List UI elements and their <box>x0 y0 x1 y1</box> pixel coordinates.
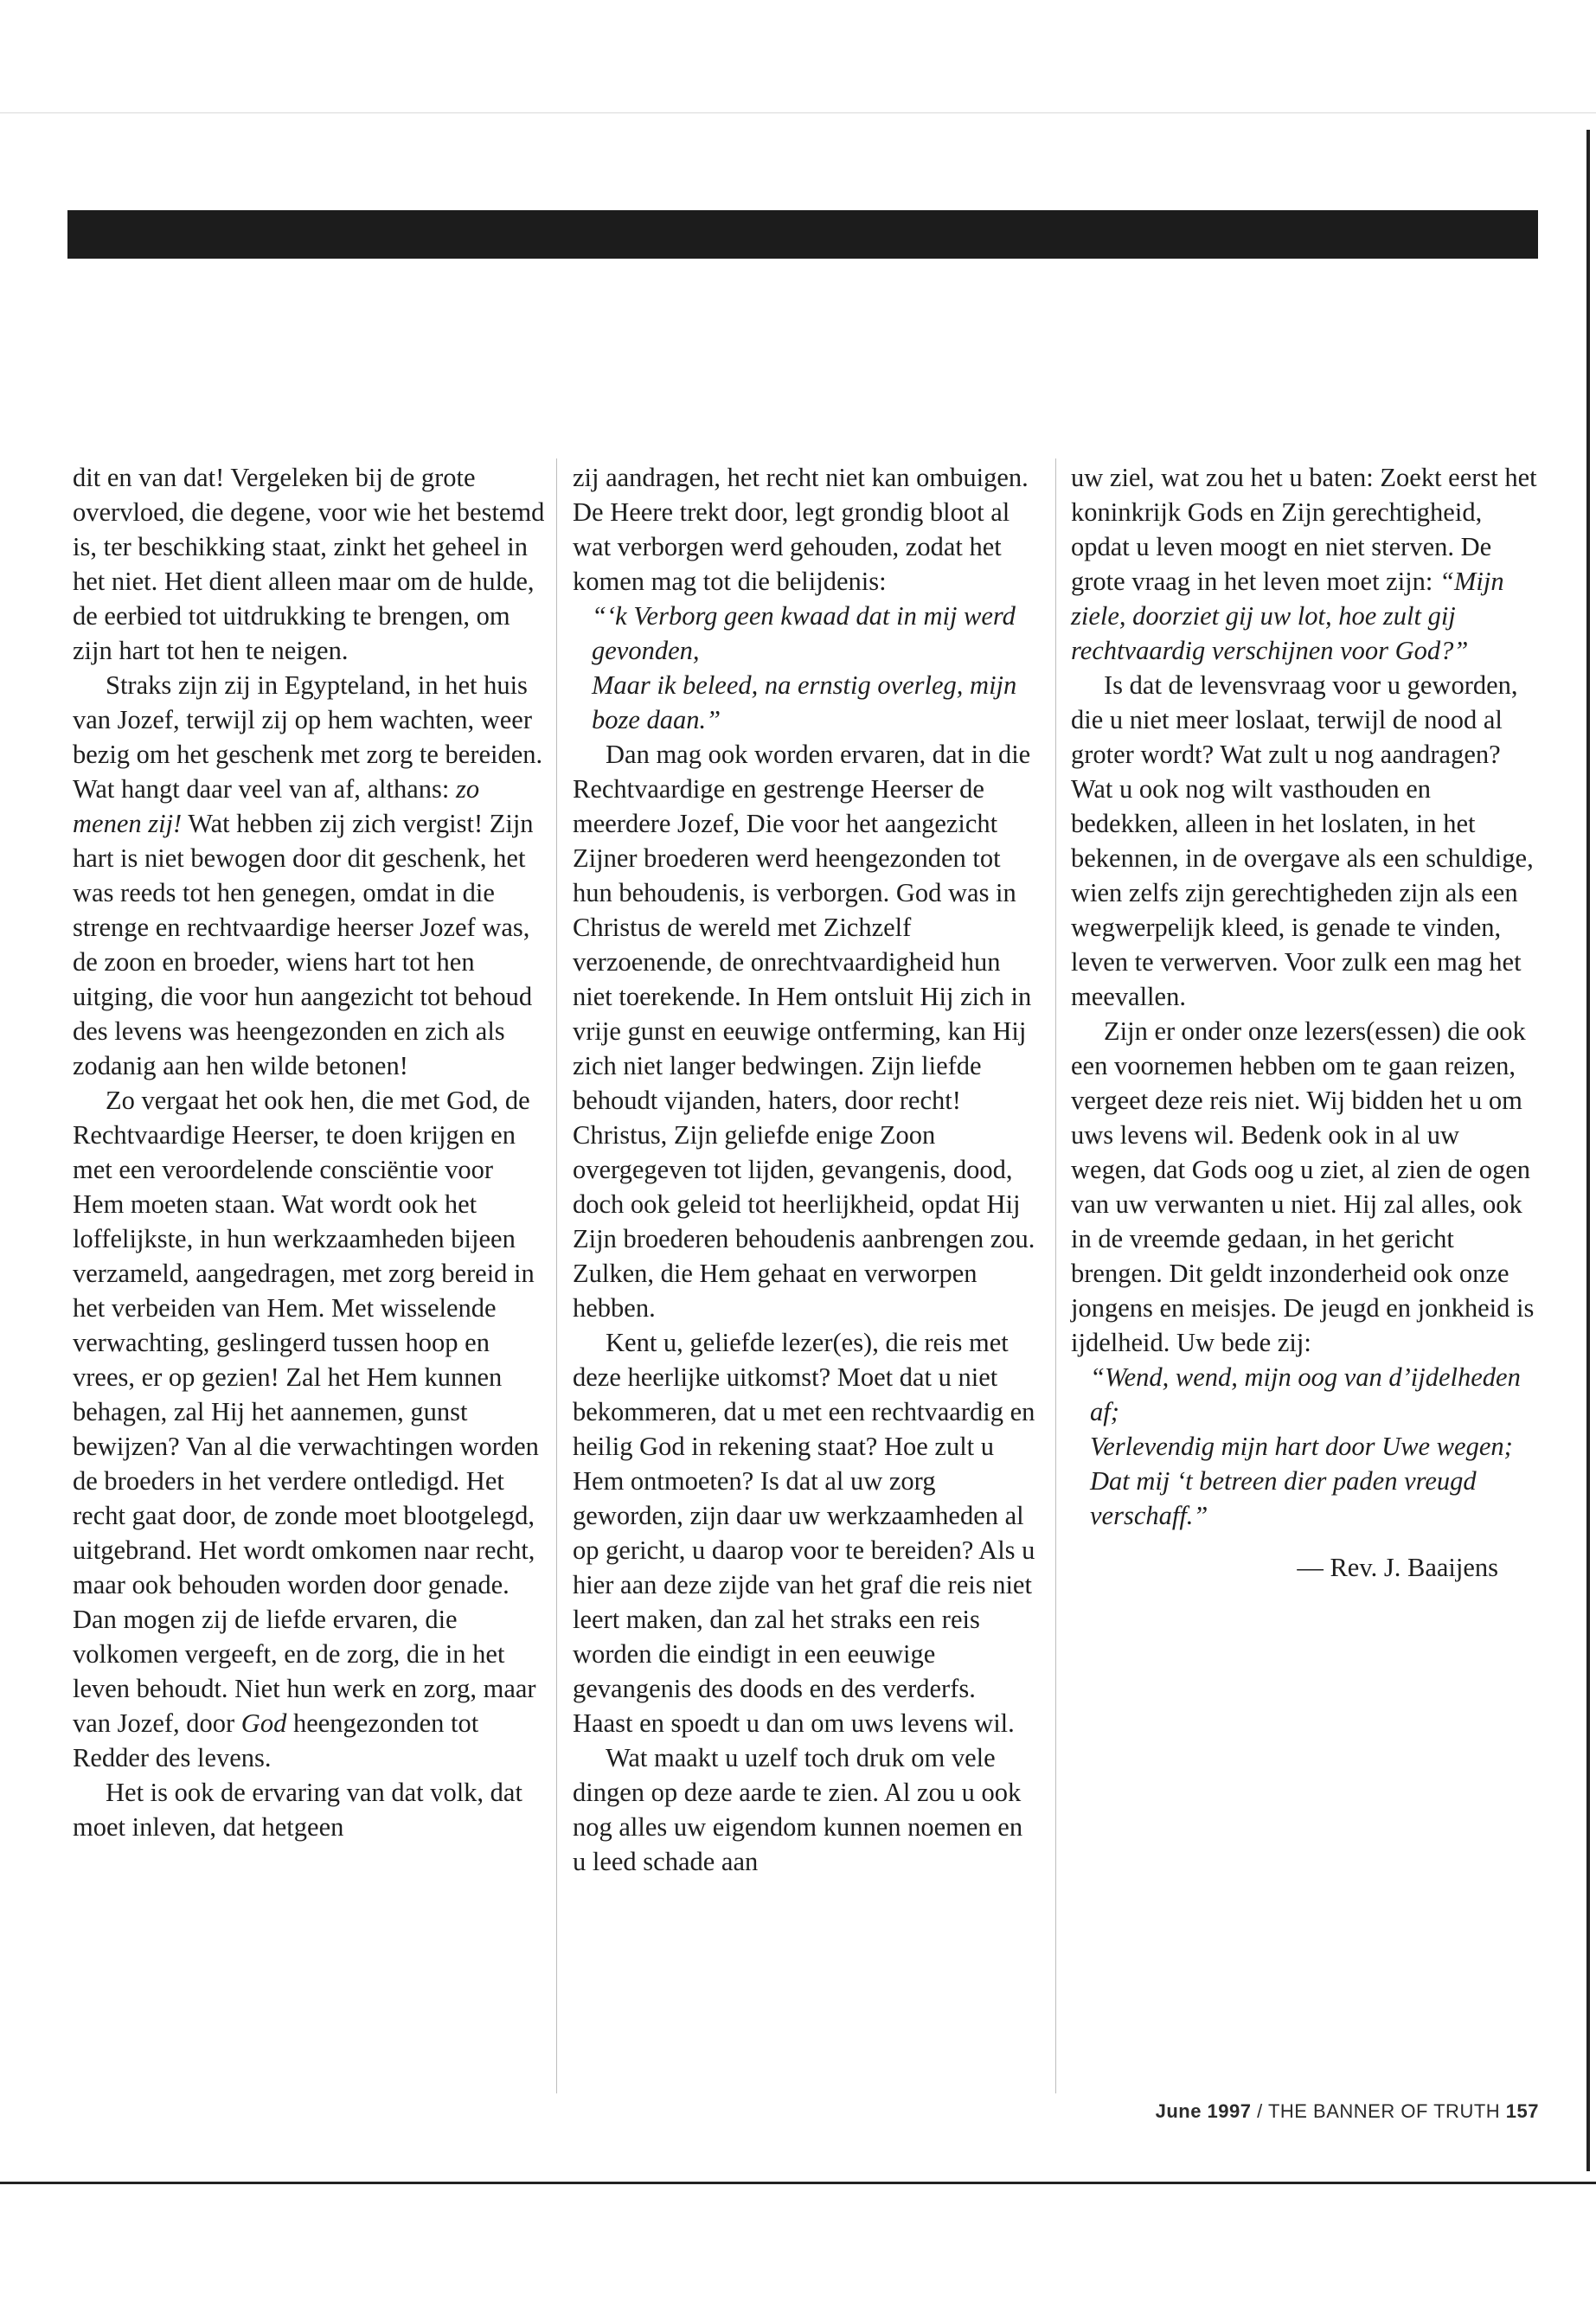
paragraph: Het is ook de ervaring van dat volk, dat moet inleven, dat hetgeen <box>73 1778 522 1842</box>
italic-text: God <box>240 1708 287 1738</box>
text-span: uw ziel, wat zou het u baten: Zoekt eerst het koninkrijk Gods en Zijn gerechtigheid, opdat u leven moogt en niet sterven. De grote vraag in het leven moet zijn: <box>1071 463 1537 596</box>
paragraph: Zijn er onder onze lezers(essen) die ook een voornemen hebben om te gaan reizen, vergeet deze reis niet. Wij bidden het u om uws levens wil. Bedenk ook in al uw wegen, dat Gods oog u ziet, al zien de ogen van uw verwanten u niet. Hij zal alles, ook in de vreemde gedaan, in het gericht brengen. Dit geldt inzonderheid ook onze jongens en meisjes. De jeugd en jonkheid is ijdelheid. Uw bede zij: <box>1071 1016 1535 1357</box>
paragraph: Wat maakt u uzelf toch druk om vele dingen op deze aarde te zien. Al zou u ook nog alles uw eigendom kunnen noemen en u leed schade aan <box>573 1743 1023 1876</box>
paragraph: dit en van dat! Vergeleken bij de grote overvloed, die degene, voor wie het bestemd is, ter beschikking staat, zinkt het geheel in het niet. Het dient alleen maar om de hulde, de eerbied tot uitdrukking te brengen, om zijn hart tot hen te neigen. <box>73 463 545 665</box>
paragraph: Dan mag ook worden ervaren, dat in die Rechtvaardige en gestrenge Heerser de meerdere Jozef, Die voor het aangezicht Zijner broederen werd heengezonden tot hun behoudenis, is verborgen. God was in Christus de wereld met Zichzelf verzoenende, de onrechtvaardigheid hun niet toerekende. In Hem ontsluit Hij zich in vrije gunst en eeuwige ontferming, kan Hij zich niet langer bedwingen. Zijn liefde behoudt vijanden, haters, door recht! Christus, Zijn geliefde enige Zoon overgegeven tot lijden, gevangenis, dood, doch ook geleid tot heerlijkheid, opdat Hij Zijn broederen behoudenis aanbrengen zou. Zulken, die Hem gehaat en verworpen hebben. <box>573 740 1035 1323</box>
footer-date: June 1997 <box>1155 2100 1252 2122</box>
column-1 <box>73 460 547 1844</box>
italic-text: zo menen zij! <box>73 774 480 838</box>
verse-line: “‘k Verborg geen kwaad dat in mij werd gevonden, <box>592 601 1016 665</box>
column-divider <box>556 458 557 2093</box>
verse-line: Dat mij ‘t betreen dier paden vreugd verschaff.” <box>1090 1466 1477 1530</box>
paragraph: zij aandragen, het recht niet kan ombuigen. De Heere trekt door, legt grondig bloot al wat verborgen werd gehouden, zodat het komen mag tot die belijdenis: <box>573 463 1029 596</box>
text-span: Zo vergaat het ook hen, die met God, de Rechtvaardige Heerser, te doen krijgen en met een veroordelende consciëntie voor Hem moeten staan. Wat wordt ook het loffelijkste, in hun werkzaamheden bijeen verzameld, aangedragen, met zorg bereid in het verbeiden van Hem. Met wisselende verwachting, geslingerd tussen hoop en vrees, er op gezien! Zal het Hem kunnen behagen, zal Hij het aannemen, gunst bewijzen? Van al die verwachtingen worden de broeders in het verdere ontledigd. Het recht gaat door, de zonde moet blootgelegd, uitgebrand. Het wordt omkomen naar recht, maar ook behouden worden door genade. Dan mogen zij de liefde ervaren, die volkomen vergeeft, en de zorg, die in het leven behoudt. Niet hun werk en zorg, maar van Jozef, door <box>73 1086 539 1738</box>
paragraph <box>73 668 547 1083</box>
top-rule <box>0 112 1596 113</box>
author-signature: — Rev. J. Baaijens <box>1297 1553 1498 1582</box>
verse-line: Verlevendig mijn hart door Uwe wegen; <box>1090 1432 1513 1461</box>
verse-line: Maar ik beleed, na ernstig overleg, mijn boze daan.” <box>592 670 1017 734</box>
italic-text: “Mijn ziele, doorziet gij uw lot, hoe zult gij rechtvaardig verschijnen voor God?” <box>1071 567 1504 665</box>
page-edge-line <box>1586 130 1590 2171</box>
verse-line: “Wend, wend, mijn oog van d’ijdelheden af; <box>1090 1362 1521 1426</box>
text-span: Straks zijn zij in Egypteland, in het huis van Jozef, terwijl zij op hem wachten, weer bezig om het geschenk met zorg te bereiden. Wat hangt daar veel van af, althans: <box>73 670 543 804</box>
page-number: 157 <box>1505 2100 1539 2122</box>
paragraph <box>73 1083 547 1775</box>
header-bar <box>67 210 1538 259</box>
column-2 <box>573 460 1040 1879</box>
footer-publication-title: THE BANNER OF TRUTH <box>1267 2100 1501 2122</box>
paragraph: Is dat de levensvraag voor u geworden, die u niet meer loslaat, terwijl de nood al groter wordt? Wat zult u nog aandragen? Wat u ook nog wilt vasthouden en bedekken, alleen in het loslaten, in het bekennen, in de overgave als een schuldige, wien zelfs zijn gerechtigheden zijn als een wegwerpelijk kleed, is genade te vinden, leven te verwerven. Voor zulk een mag het meevallen. <box>1071 670 1534 1011</box>
page-footer <box>1156 2100 1539 2123</box>
text-span: heengezonden tot Redder des levens. <box>73 1708 479 1772</box>
text-span: Wat hebben zij zich vergist! Zijn hart is niet bewogen door dit geschenk, het was reeds tot hen genegen, omdat in die strenge en rechtvaardige heerser Jozef was, de zoon en broeder, wiens hart tot hen uitging, die voor hun aangezicht tot behoud des levens was heengezonden en zich als zodanig aan hen wilde betonen! <box>73 809 534 1080</box>
bottom-rule <box>0 2182 1596 2184</box>
column-3 <box>1071 460 1538 1585</box>
column-divider <box>1055 458 1056 2093</box>
paragraph: Kent u, geliefde lezer(es), die reis met deze heerlijke uitkomst? Moet dat u niet bekommeren, dat u met een rechtvaardig en heilig God in rekening staat? Hoe zult u Hem ontmoeten? Is dat al uw zorg geworden, zijn daar uw werkzaamheden al op gericht, u daarop voor te bereiden? Als u hier aan deze zijde van het graf die reis niet leert maken, dan zal het straks een reis worden die eindigt in een eeuwige gevangenis des doods en des verderfs. Haast en spoedt u dan om uws levens wil. <box>573 1328 1035 1738</box>
paragraph <box>1071 460 1538 668</box>
footer-separator: / <box>1251 2100 1268 2122</box>
